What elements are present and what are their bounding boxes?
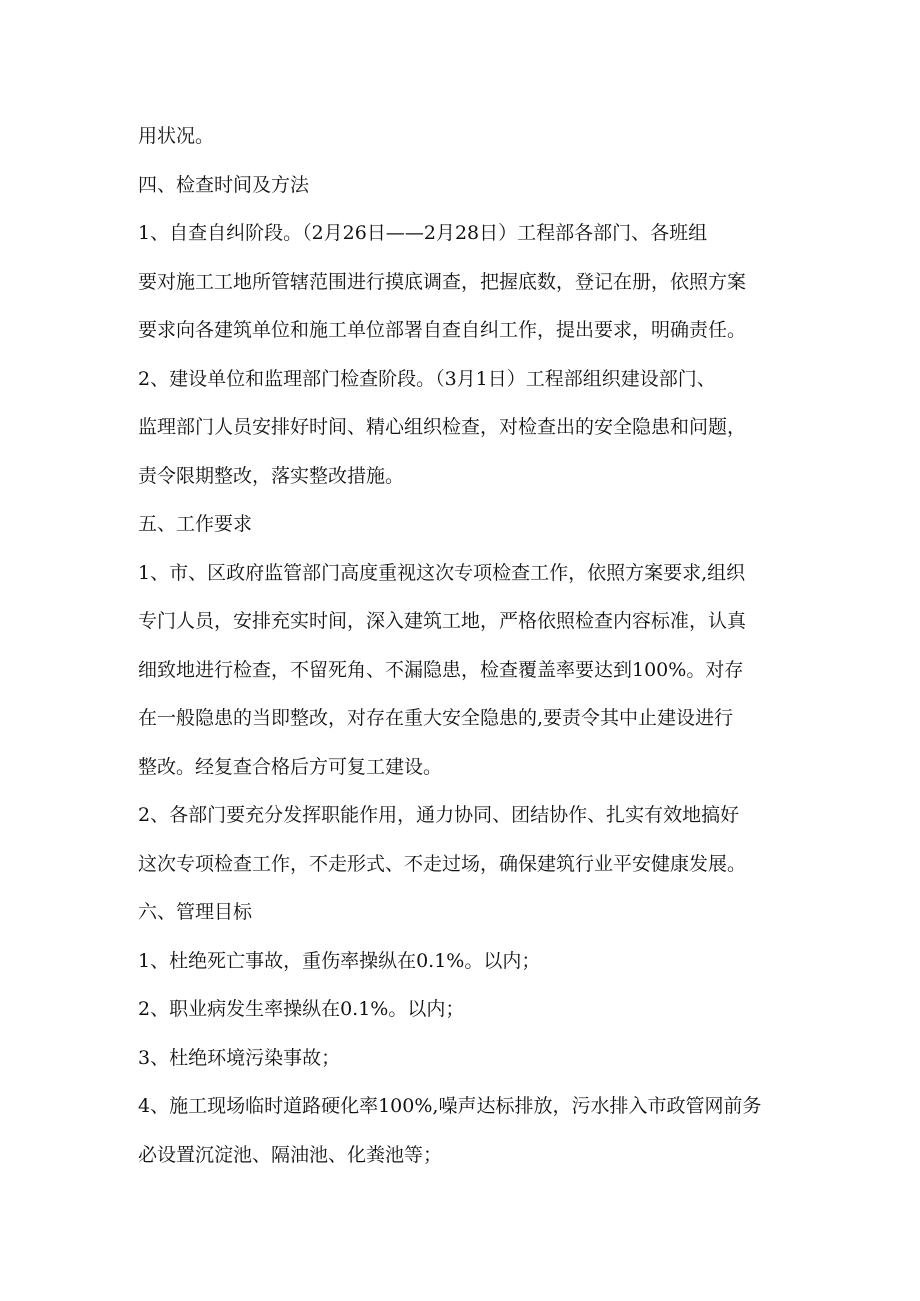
text-line: 这次专项检查工作，不走形式、不走过场，确保建筑行业平安健康发展。 xyxy=(138,852,747,875)
text-line: 专门人员，安排充实时间，深入建筑工地，严格依照检查内容标准，认真 xyxy=(138,610,747,632)
text-line: 在一般隐患的当即整改，对存在重大安全隐患的,要责令其中止建设进行 xyxy=(138,707,734,729)
text-line: 1、市、区政府监管部门高度重视这次专项检查工作，依照方案要求,组织 xyxy=(138,561,746,584)
text-line: 2、各部门要充分发挥职能作用，通力协同、团结协作、扎实有效地搞好 xyxy=(138,804,740,826)
section-heading: 四、检查时间及方法 xyxy=(138,173,310,196)
text-line: 1、杜绝死亡事故，重伤率操纵在0.1%。以内； xyxy=(138,949,541,972)
text-line: 3、杜绝环境污染事故； xyxy=(138,1046,341,1069)
document-body xyxy=(138,112,788,1179)
text-line: 要对施工工地所管辖范围进行摸底调查，把握底数，登记在册，依照方案 xyxy=(138,270,747,293)
text-line: 2、职业病发生率操纵在0.1%。以内； xyxy=(138,998,465,1020)
text-line: 细致地进行检查，不留死角、不漏隐患，检查覆盖率要达到100%。对存 xyxy=(138,658,744,681)
text-line: 4、施工现场临时道路硬化率100%,噪声达标排放，污水排入市政管网前务 xyxy=(138,1095,762,1117)
text-line: 责令限期整改，落实整改措施。 xyxy=(138,464,405,487)
section-heading: 五、工作要求 xyxy=(138,513,253,535)
text-line: 用状况。 xyxy=(138,125,215,147)
text-line: 1、自查自纠阶段。（2月26日——2月28日）工程部各部门、各班组 xyxy=(138,222,708,244)
text-line: 要求向各建筑单位和施工单位部署自查自纠工作，提出要求，明确责任。 xyxy=(138,319,747,341)
text-line: 整改。经复查合格后方可复工建设。 xyxy=(138,755,443,778)
text-line: 2、建设单位和监理部门检查阶段。（3月1日）工程部组织建设部门、 xyxy=(138,367,716,390)
section-heading: 六、管理目标 xyxy=(138,901,253,923)
text-line: 必设置沉淀池、隔油池、化粪池等； xyxy=(138,1143,443,1166)
text-line: 监理部门人员安排好时间、精心组织检查，对检查出的安全隐患和问题， xyxy=(138,416,747,438)
